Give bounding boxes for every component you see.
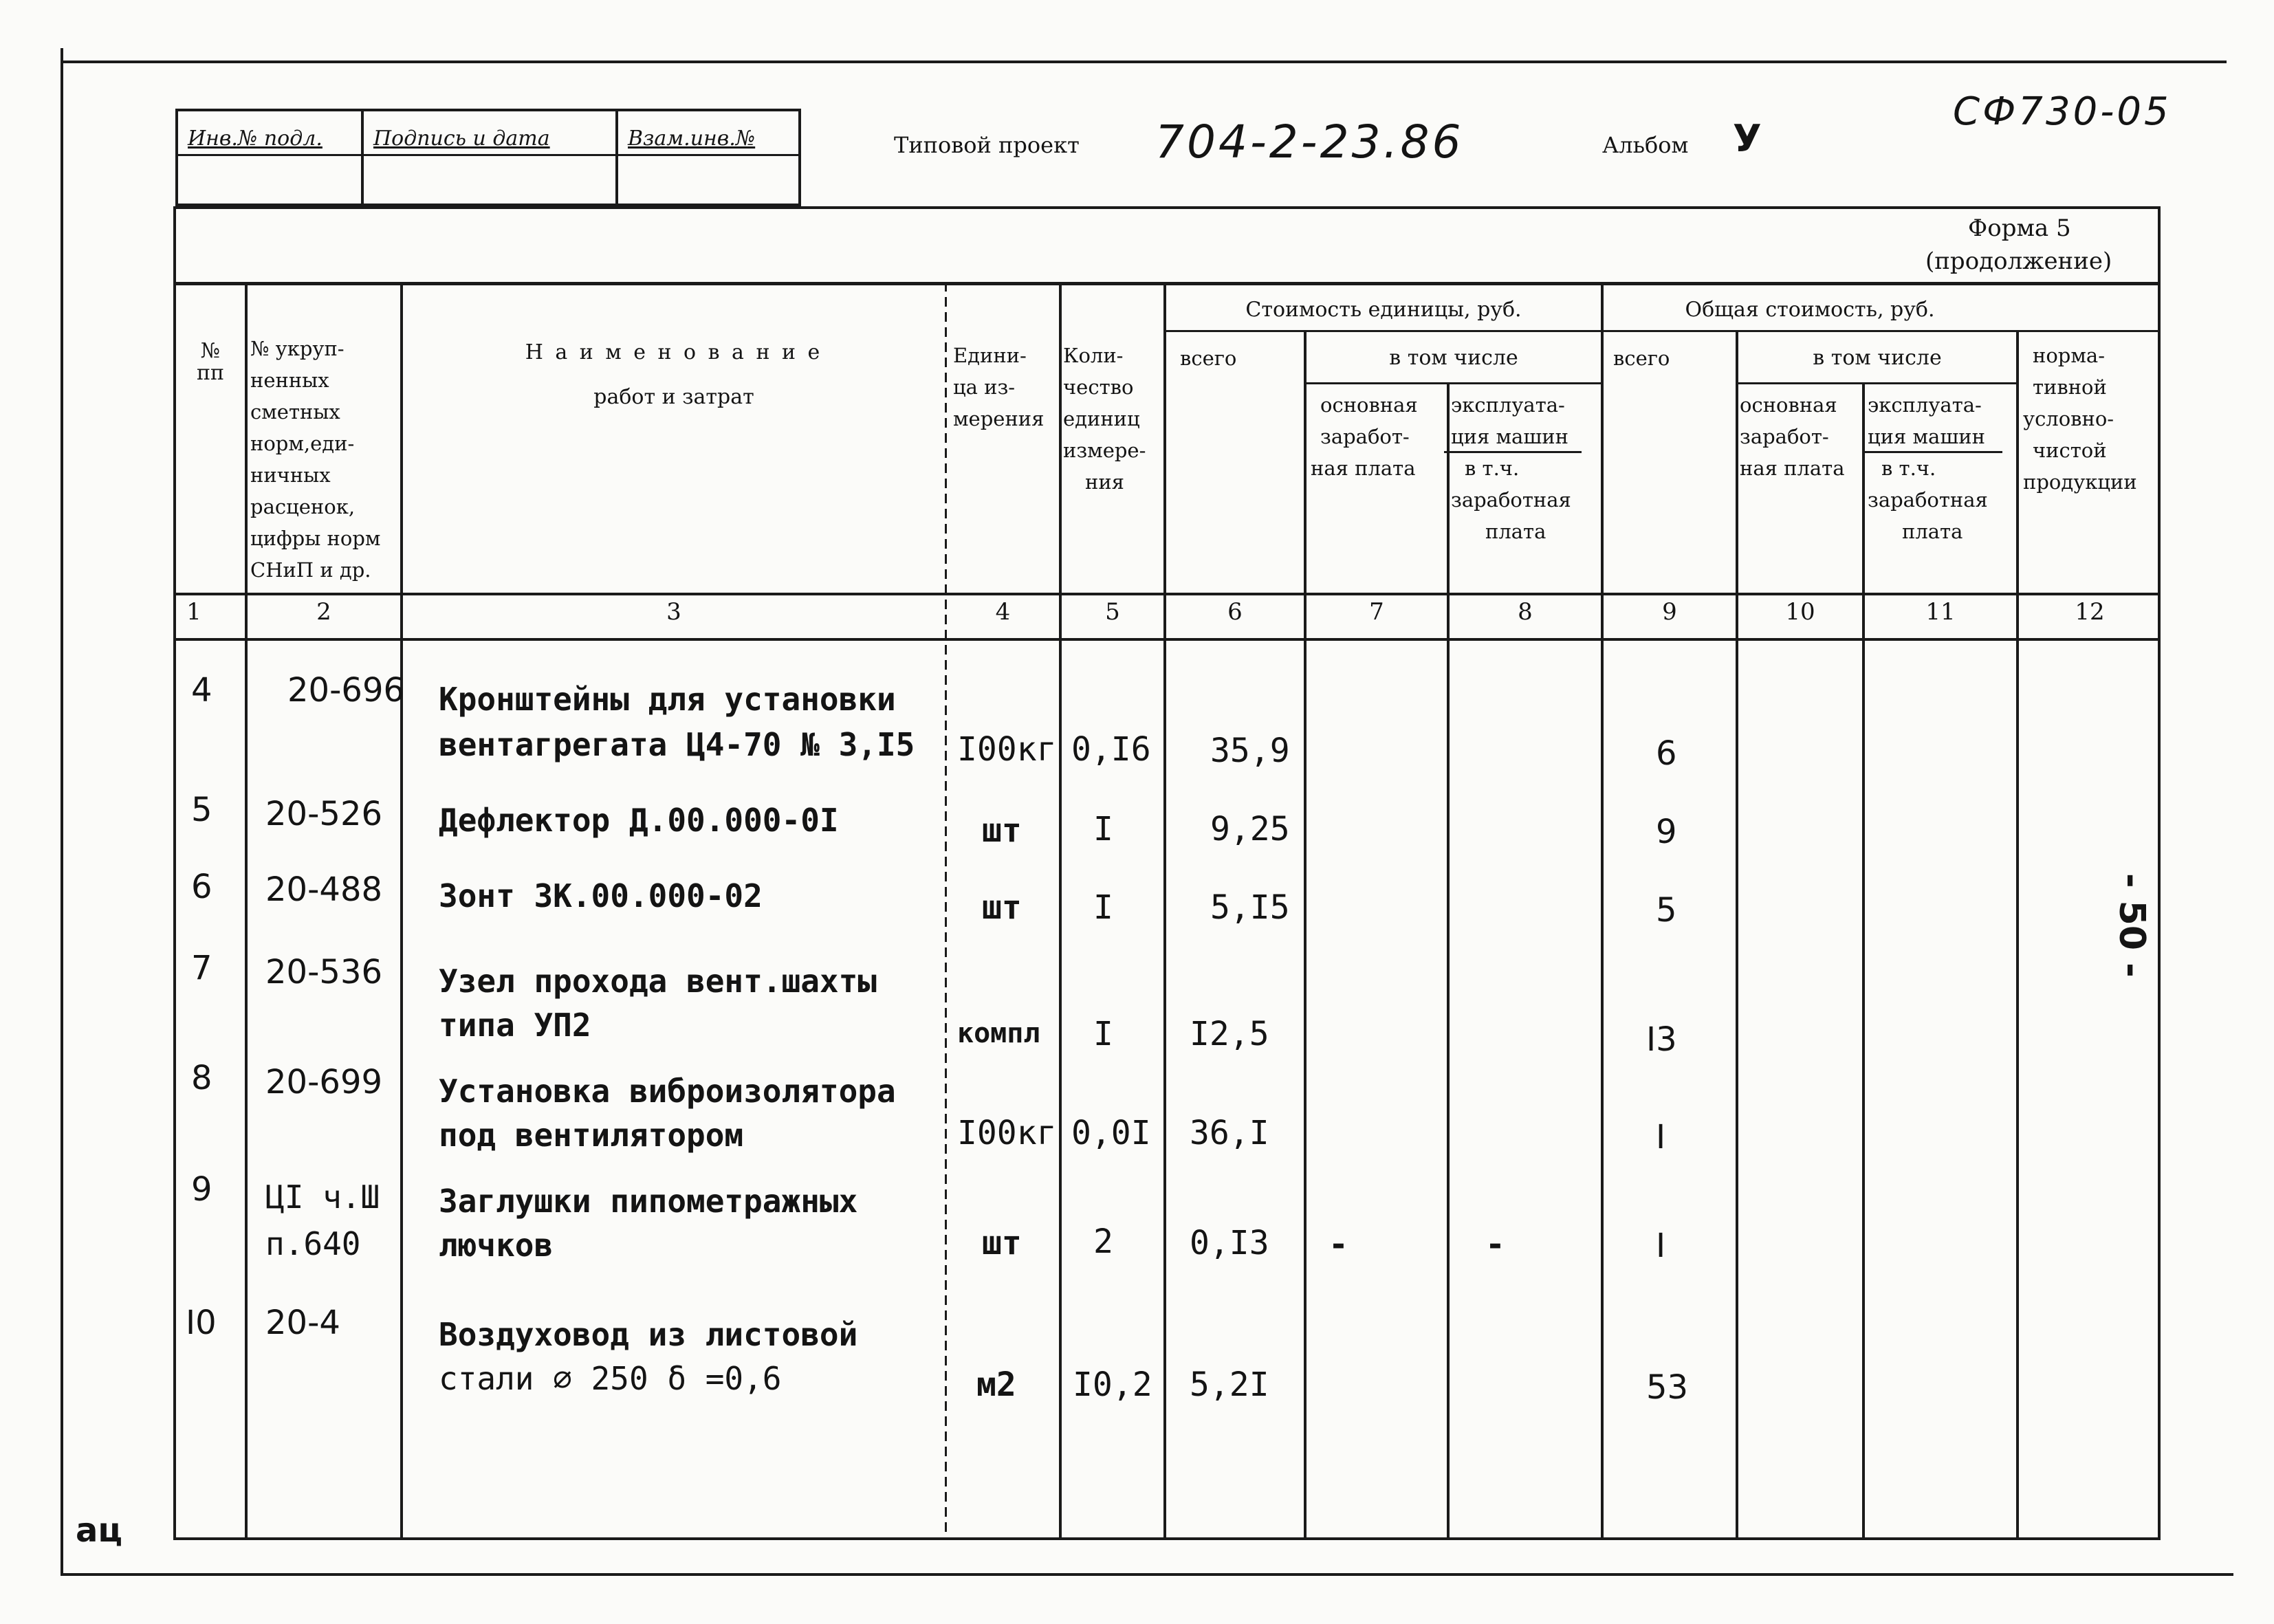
table-row-7-name-1: Узел прохода вент.шахты [439, 963, 877, 1000]
table-row-4-unit: I00кг [957, 730, 1057, 769]
table-row-5-unit: шт [982, 811, 1022, 850]
table-row-10-name-1: Воздуховод из листовой [439, 1316, 858, 1353]
colnum-10: 10 [1785, 598, 1815, 626]
table-row-8-cost: 36,I [1190, 1114, 1269, 1152]
table-row-5-code: 20-526 [265, 795, 383, 833]
table-row-4-name-1: Кронштейны для установки [439, 681, 896, 718]
table-row-10-unit: м2 [976, 1365, 1016, 1404]
table-row-6-cost: 5,I5 [1210, 888, 1290, 927]
colnum-2: 2 [316, 598, 331, 626]
stamp-inv-label: Инв.№ подл. [188, 127, 322, 151]
table-row-7-name-2: типа УП2 [439, 1007, 591, 1044]
table-row-9-col8: - [1485, 1225, 1505, 1264]
header-col2: № укруп- ненных сметных норм,еди- ничных расценок, цифры норм СНиП и др. [250, 337, 381, 582]
table-row-9-unit: шт [982, 1224, 1022, 1262]
table-row-8-unit: I00кг [957, 1114, 1057, 1152]
frame-top-line [61, 61, 2227, 63]
table-row-10-cost: 5,2I [1190, 1365, 1269, 1404]
header-col4: Едини- ца из- мерения [953, 344, 1045, 430]
table-row-7-code: 20-536 [265, 953, 383, 991]
table-row-9-col7: - [1329, 1225, 1348, 1264]
header-col3-title: Н а и м е н о в а н и е [525, 340, 823, 364]
header-col11: эксплуата- ция машин в т.ч. заработная плата [1868, 393, 1988, 543]
colnum-8: 8 [1518, 598, 1533, 626]
table-row-10-total: 53 [1646, 1368, 1689, 1407]
stamp-cell-inv [178, 111, 364, 204]
table-row-5-cost: 9,25 [1210, 810, 1290, 848]
colnum-7: 7 [1369, 598, 1384, 626]
frame-left-line [61, 48, 63, 1576]
form-title: Форма 5 [1968, 215, 2071, 242]
page-number: - 50 - [2111, 873, 2152, 978]
header-col10: основная заработ- ная плата [1740, 393, 1845, 480]
table-row-8-qty: 0,0I [1071, 1114, 1151, 1152]
table-row-6-name-1: Зонт ЗК.00.000-02 [439, 877, 763, 914]
table-row-6-unit: шт [982, 888, 1022, 927]
album-value: У [1733, 117, 1764, 160]
document-code: СФ730-05 [1953, 89, 2172, 134]
table-row-5-total: 9 [1656, 813, 1677, 851]
header-total-cost: Общая стоимость, руб. [1685, 298, 1935, 322]
stamp-block [175, 109, 801, 206]
table-row-9-name-2: лючков [439, 1227, 554, 1264]
table-row-9-total: I [1656, 1227, 1666, 1265]
table-row-9-name-1: Заглушки пипометражных [439, 1183, 858, 1220]
table-row-4-name-2: вентагрегата Ц4-70 № 3,I5 [439, 726, 915, 763]
table-row-6-n: 6 [191, 868, 212, 906]
header-col3-subtitle: работ и затрат [593, 385, 754, 409]
header-unit-incl: в том числе [1389, 346, 1518, 370]
table-row-10-n: I0 [186, 1304, 217, 1342]
stamp-sign-label: Подпись и дата [373, 127, 550, 151]
table-row-10-name-2: стали ∅ 250 δ =0,6 [439, 1360, 782, 1397]
header-unit-cost: Стоимость единицы, руб. [1245, 298, 1522, 322]
table-row-7-unit: компл [957, 1018, 1040, 1049]
colnum-3: 3 [666, 598, 681, 626]
colnum-5: 5 [1105, 598, 1120, 626]
table-row-4-code: 20-696 [287, 671, 405, 710]
table-row-7-cost: I2,5 [1190, 1015, 1269, 1053]
colnum-6: 6 [1227, 598, 1243, 626]
table-row-8-code: 20-699 [265, 1063, 383, 1101]
table-row-4-n: 4 [191, 671, 212, 710]
table-row-6-qty: I [1093, 888, 1113, 927]
header-col5: Коли- чество единиц измере- ния [1063, 344, 1146, 494]
table-row-10-qty: I0,2 [1073, 1365, 1152, 1404]
table-row-8-name-1: Установка виброизолятора [439, 1073, 896, 1110]
header-col8: эксплуата- ция машин в т.ч. заработная плата [1451, 393, 1571, 543]
table-row-8-name-2: под вентилятором [439, 1117, 744, 1154]
table-row-4-qty: 0,I6 [1071, 730, 1151, 769]
table-row-9-qty: 2 [1093, 1222, 1113, 1261]
album-label: Альбом [1602, 132, 1689, 158]
table-row-6-code: 20-488 [265, 870, 383, 909]
stamp-vzam-label: Взам.инв.№ [628, 127, 756, 151]
colnum-12: 12 [2075, 598, 2105, 626]
table-row-6-total: 5 [1656, 891, 1677, 930]
table-row-8-n: 8 [191, 1059, 212, 1097]
colnum-9: 9 [1662, 598, 1677, 626]
header-col1: № пп [197, 339, 224, 385]
table-row-5-n: 5 [191, 791, 212, 829]
stamp-cell-sign [364, 111, 618, 204]
project-number: 704-2-23.86 [1155, 116, 1464, 168]
stamp-cell-vzam [618, 111, 801, 204]
header-total-incl: в том числе [1813, 346, 1942, 370]
corner-mark: ац [76, 1511, 122, 1550]
table-row-4-total: 6 [1656, 734, 1677, 773]
header-col7: основная заработ- ная плата [1311, 393, 1418, 480]
table-row-5-qty: I [1093, 810, 1113, 848]
table-row-7-n: 7 [191, 949, 212, 987]
project-label: Типовой проект [894, 132, 1080, 158]
header-col12: норма- тивной условно- чистой продукции [2023, 344, 2137, 494]
table-row-5-name-1: Дефлектор Д.00.000-0I [439, 802, 839, 839]
form-subtitle: (продолжение) [1925, 248, 2112, 275]
table-row-7-total: I3 [1646, 1020, 1677, 1059]
table-row-8-total: I [1656, 1118, 1666, 1156]
table-row-9-cost: 0,I3 [1190, 1224, 1269, 1262]
table-row-9-code-1: ЦI ч.Ш [265, 1178, 380, 1216]
colnum-11: 11 [1925, 598, 1956, 626]
table-row-4-cost: 35,9 [1210, 732, 1290, 770]
table-row-9-code-2: п.640 [265, 1225, 361, 1262]
table-row-7-qty: I [1093, 1015, 1113, 1053]
colnum-1: 1 [186, 598, 201, 626]
table-row-9-n: 9 [191, 1170, 212, 1209]
colnum-4: 4 [995, 598, 1011, 626]
table-row-10-code: 20-4 [265, 1304, 340, 1342]
header-total-total: всего [1613, 347, 1670, 370]
header-unit-total: всего [1180, 347, 1237, 370]
frame-bottom-line [61, 1573, 2233, 1576]
